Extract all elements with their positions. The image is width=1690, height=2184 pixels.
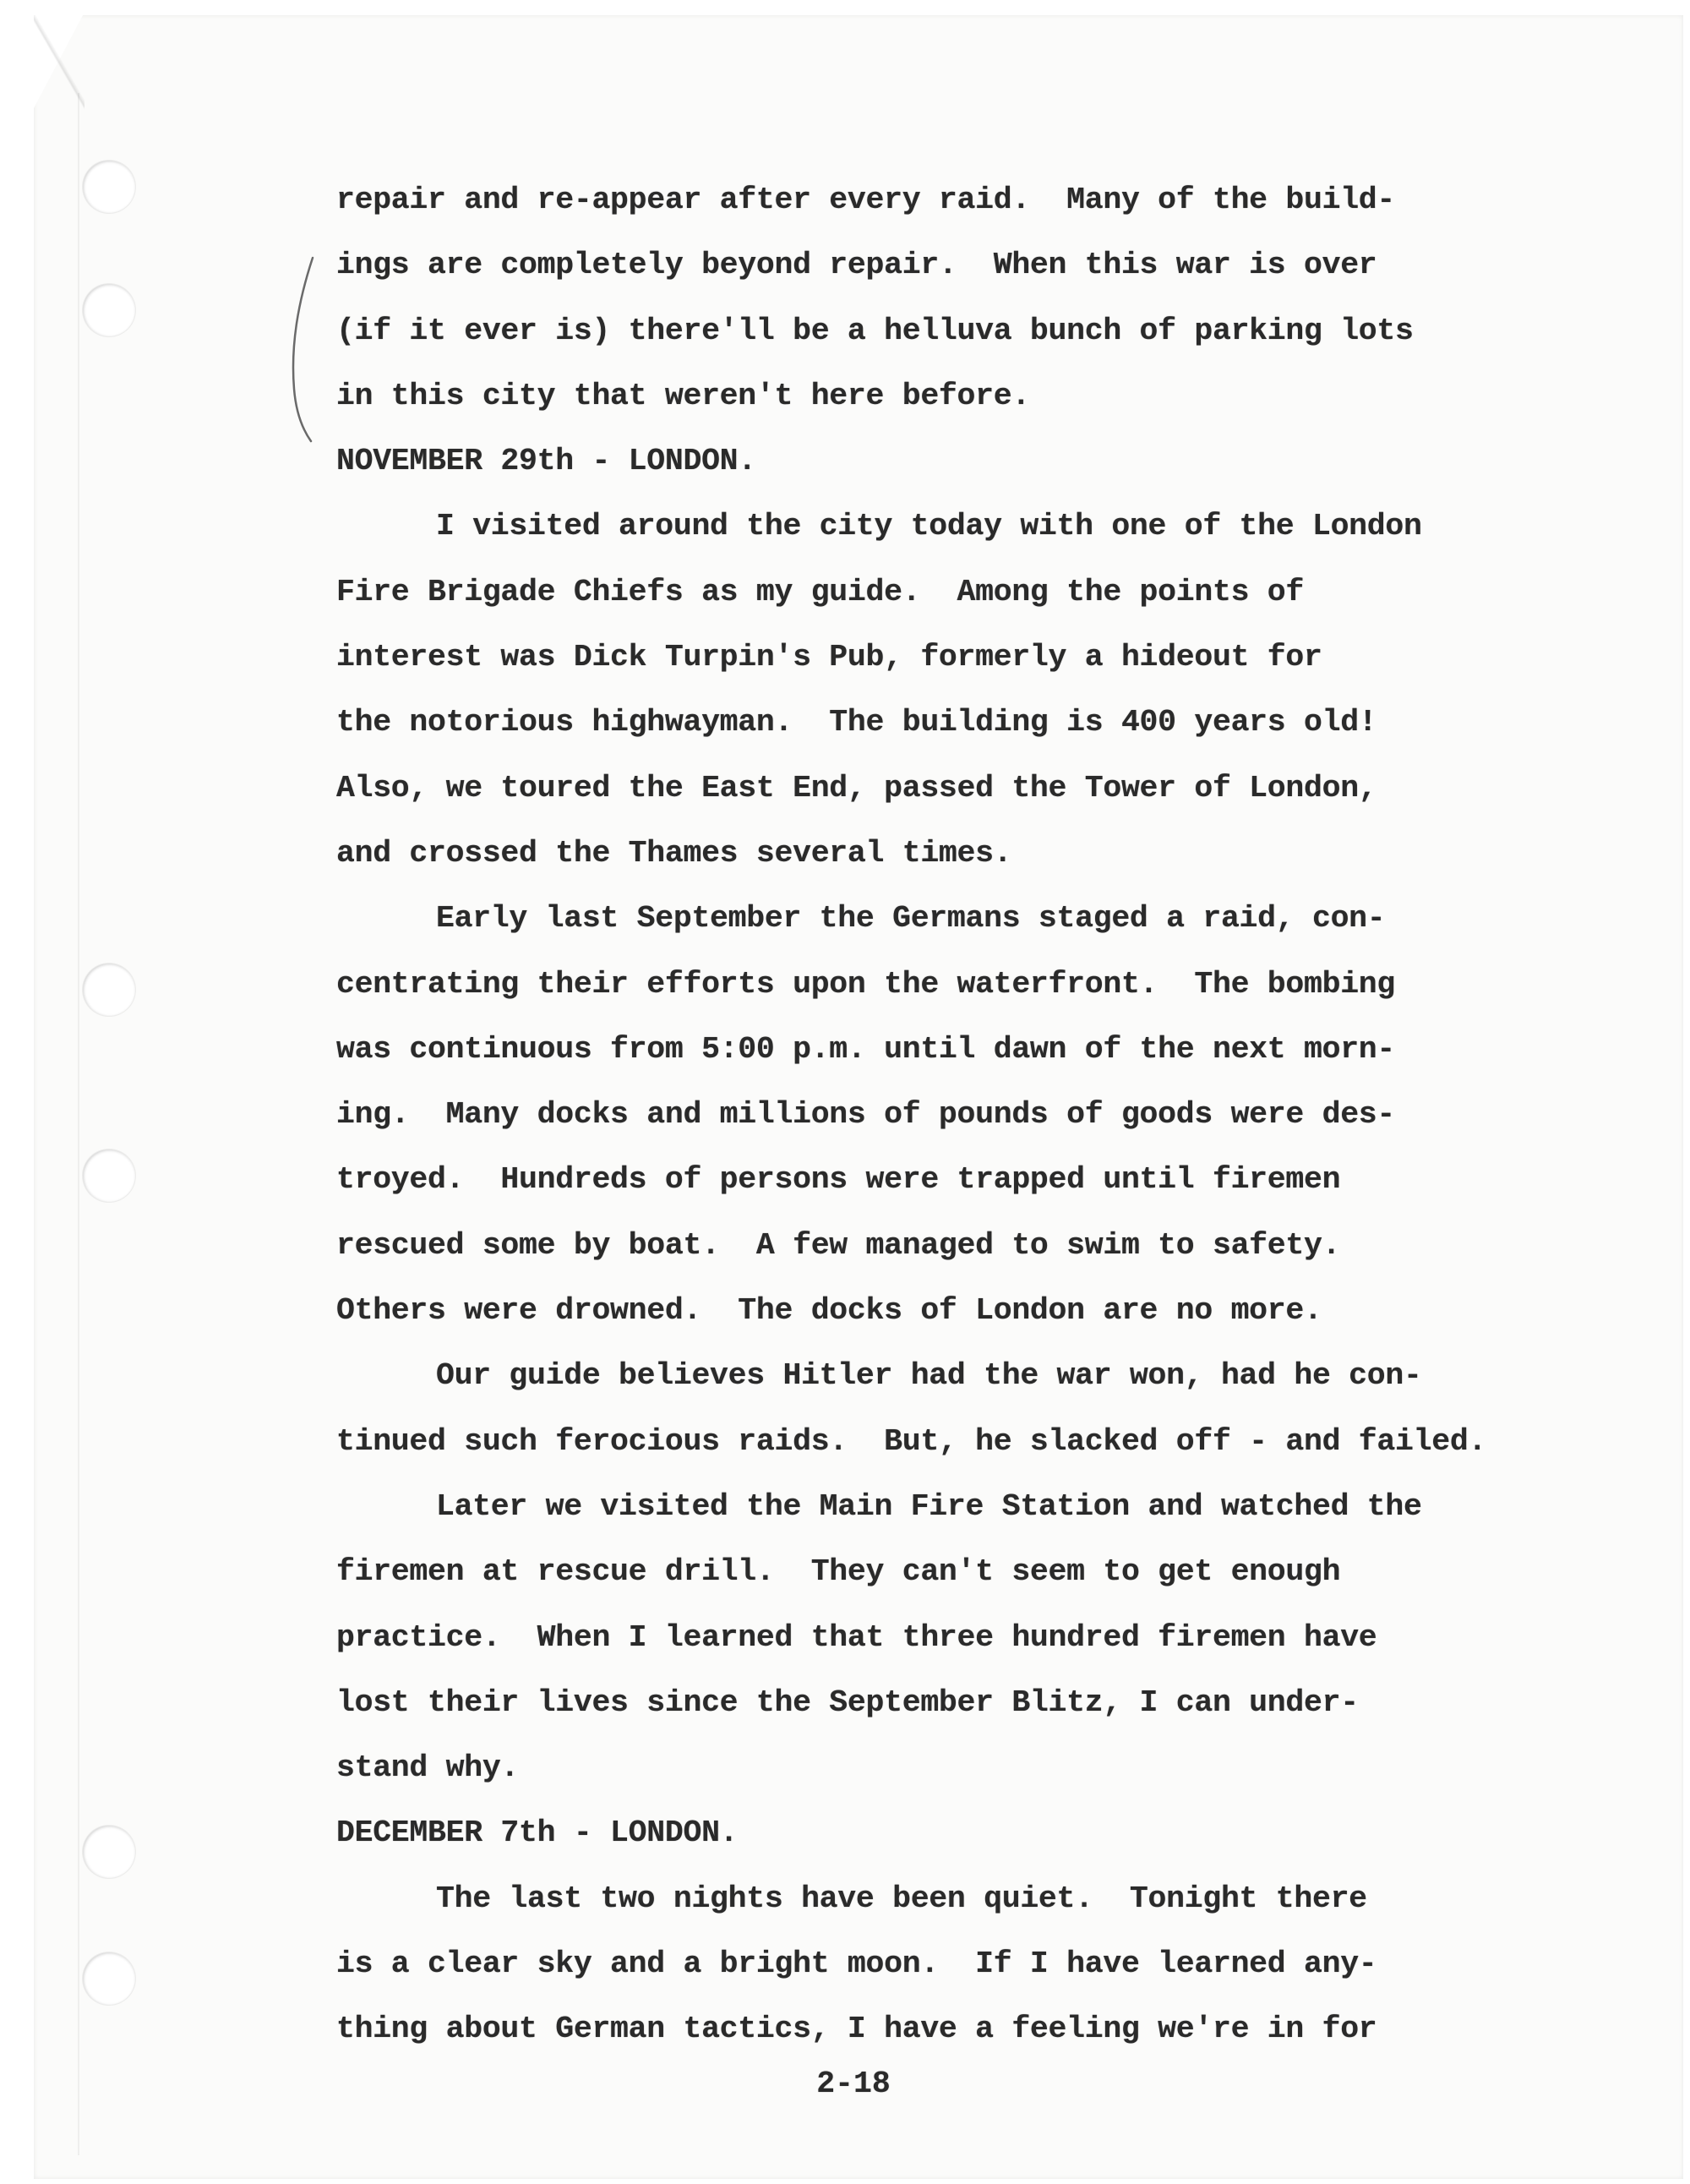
margin-pencil-mark [279,254,330,448]
text-line: Fire Brigade Chiefs as my guide. Among the points of [336,574,1304,609]
text-line: Later we visited the Main Fire Station and watched the [436,1488,1422,1524]
text-line: tinued such ferocious raids. But, he slacked off - and failed. [336,1423,1487,1459]
text-line: interest was Dick Turpin's Pub, formerly a hideout for [336,640,1322,675]
text-line: The last two nights have been quiet. Tonight there [436,1881,1367,1916]
page-number: 2-18 [816,2067,891,2101]
text-line: firemen at rescue drill. They can't seem to get enough [336,1554,1341,1590]
punch-hole [83,284,135,336]
text-line: repair and re-appear after every raid. Many of the build- [336,183,1396,217]
text-line: I visited around the city today with one of the London [436,509,1422,544]
text-line: NOVEMBER 29th - LONDON. [336,444,756,479]
text-line: troyed. Hundreds of persons were trapped until firemen [336,1162,1341,1198]
text-line: thing about German tactics, I have a feeling we're in for [336,2012,1377,2047]
text-line: stand why. [336,1750,520,1786]
text-line: centrating their efforts upon the waterfront. The bombing [336,966,1396,1002]
text-line: was continuous from 5:00 p.m. until dawn of the next morn- [336,1031,1396,1067]
text-line: the notorious highwayman. The building is 400 years old! [336,705,1377,740]
text-line: practice. When I learned that three hundred firemen have [336,1619,1377,1655]
text-line: Others were drowned. The docks of London are no more. [336,1293,1322,1329]
punch-hole [83,161,135,213]
text-line: Our guide believes Hitler had the war won, had he con- [436,1358,1422,1394]
punch-hole [83,1952,135,2005]
text-line: is a clear sky and a bright moon. If I have learned any- [336,1946,1377,1982]
text-line: DECEMBER 7th - LONDON. [336,1815,739,1851]
folded-corner-shadow [34,15,84,110]
text-line: rescued some by boat. A few managed to swim to safety. [336,1227,1341,1263]
text-line: lost their lives since the September Blitz, I can under- [336,1684,1359,1720]
text-line: Also, we toured the East End, passed the Tower of London, [336,770,1377,805]
punch-hole [83,1149,135,1202]
punch-hole [83,1826,135,1878]
text-line: (if it ever is) there'll be a helluva bunch of parking lots [336,313,1414,348]
text-line: ings are completely beyond repair. When this war is over [336,248,1377,283]
typewritten-text-body [336,167,1587,2062]
text-line: and crossed the Thames several times. [336,835,1012,871]
text-line: ing. Many docks and millions of pounds of goods were des- [336,1097,1396,1133]
binding-edge-line [78,93,79,2155]
text-line: Early last September the Germans staged a raid, con- [436,901,1386,936]
text-line: in this city that weren't here before. [336,378,1030,413]
punch-hole [83,964,135,1016]
